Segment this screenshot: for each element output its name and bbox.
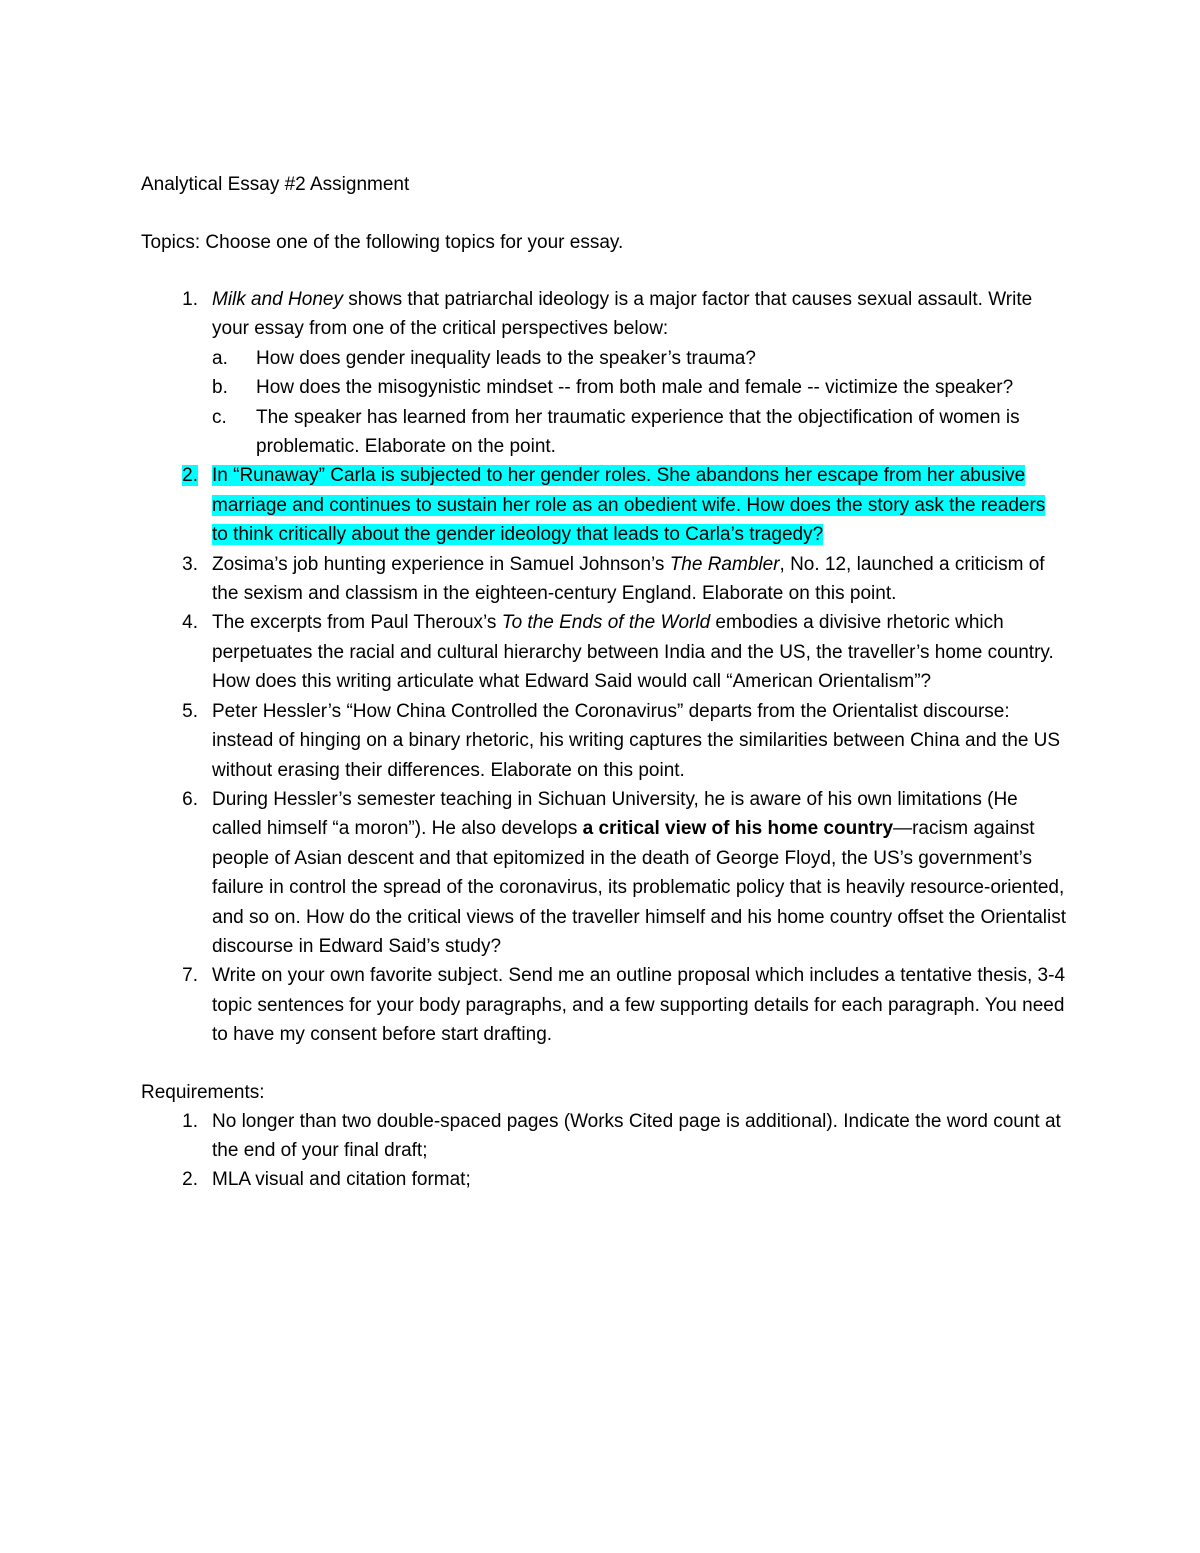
requirement-text: No longer than two double-spaced pages (Works Cited page is additional). Indicate the word count at the end of your final draft; [212, 1110, 1061, 1161]
requirement-number: 1. [182, 1110, 198, 1132]
subtopic-b [212, 373, 1066, 402]
work-title-milk-and-honey: Milk and Honey [212, 289, 343, 310]
subtopic-letter: a. [212, 347, 228, 369]
topic-text: Milk and Honey shows that patriarchal ideology is a major factor that causes sexual assault. Write your essay from one of the critical perspectives below: [212, 289, 1033, 340]
requirement-number: 2. [182, 1169, 198, 1191]
document-content [141, 170, 1066, 1195]
topic-number: 2. [182, 465, 198, 487]
topic-text: The excerpts from Paul Theroux’s To the Ends of the World embodies a divisive rhetoric which perpetuates the racial and cultural hierarchy between India and the US, the traveller’s home country. How does this writing articulate what Edward Said would call “American Orientalism”? [212, 612, 1054, 693]
work-title-the-rambler: The Rambler [669, 553, 780, 575]
requirements-heading: Requirements: [141, 1081, 265, 1103]
requirement-text: MLA visual and citation format; [212, 1169, 471, 1191]
topic-text: Peter Hessler’s “How China Controlled the Coronavirus” departs from the Orientalist discourse: instead of hinging on a binary rhetoric, his writing captures the similarities between China and the US without erasing their differences. Elaborate on this point. [212, 700, 1061, 781]
work-title-to-the-ends-of-the-world: To the Ends of the World [501, 612, 711, 634]
topic-number: 5. [182, 700, 198, 722]
topic-number: 7. [182, 965, 198, 987]
subtopic-c [212, 403, 1066, 462]
topic-number: 3. [182, 553, 198, 575]
subtopic-text: The speaker has learned from her traumatic experience that the objectification of women is problematic. Elaborate on the point. [256, 406, 1020, 458]
requirement-item-2 [141, 1165, 1066, 1194]
topic-number: 6. [182, 788, 198, 810]
subtopic-text: How does gender inequality leads to the speaker’s trauma? [256, 347, 756, 369]
topic-text: Zosima’s job hunting experience in Samuel Johnson’s The Rambler, No. 12, launched a criticism of the sexism and classism in the eighteen-century England. Elaborate on this point. [212, 553, 1045, 605]
topics-list [141, 285, 1066, 1050]
topic-item-3 [141, 550, 1066, 609]
requirements-list [141, 1107, 1066, 1195]
topic-number: 4. [182, 612, 198, 634]
topic-text: During Hessler’s semester teaching in Sichuan University, he is aware of his own limitations (He called himself “a moron”). He also develops a critical view of his home country—racism against people of Asian descent and that epitomized in the death of George Floyd, the US’s government’s failure in control the spread of the coronavirus, its problematic policy that is heavily resource-oriented, and so on. How do the critical views of the traveller himself and his home country offset the Orientalist discourse in Edward Said’s study? [212, 788, 1067, 957]
subtopic-text: How does the misogynistic mindset -- from both male and female -- victimize the speaker? [256, 377, 1014, 399]
document-title: Analytical Essay #2 Assignment [141, 174, 410, 195]
topic-item-6 [141, 785, 1066, 961]
topic-item-2 [141, 461, 1066, 549]
requirement-item-1 [141, 1107, 1066, 1166]
topics-intro: Topics: Choose one of the following topics for your essay. [141, 232, 624, 253]
topic-item-4 [141, 608, 1066, 696]
topic-text-highlighted: In “Runaway” Carla is subjected to her gender roles. She abandons her escape from her abusive marriage and continues to sustain her role as an obedient wife. How does the story ask the readers to think critically about the gender ideology that leads to Carla’s tragedy? [212, 465, 1046, 546]
subtopic-letter: c. [212, 406, 227, 428]
topic-item-1 [141, 285, 1066, 461]
topic-item-5 [141, 697, 1066, 785]
emphasis-critical-view: a critical view of his home country [582, 818, 894, 840]
topic-item-7 [141, 961, 1066, 1049]
subtopic-letter: b. [212, 377, 228, 399]
topic-number: 1. [182, 289, 198, 310]
subtopic-a [212, 344, 1066, 373]
topic-text: Write on your own favorite subject. Send me an outline proposal which includes a tentative thesis, 3-4 topic sentences for your body paragraphs, and a few supporting details for each paragraph. You need to have my consent before start drafting. [212, 965, 1066, 1046]
